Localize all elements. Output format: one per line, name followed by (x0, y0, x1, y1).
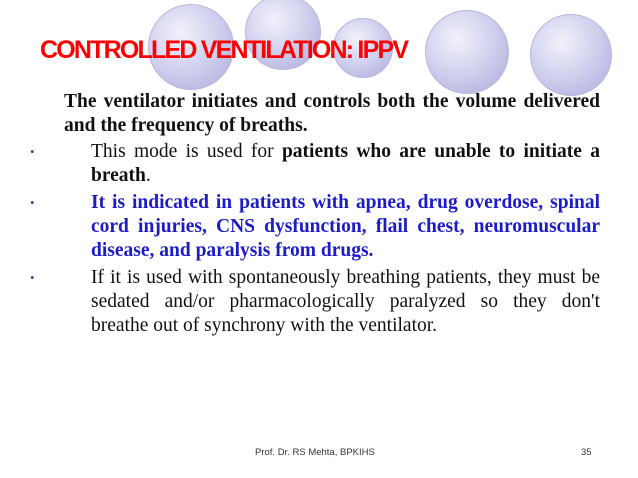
bullet-icon: • (30, 195, 35, 210)
decorative-circle (530, 14, 612, 96)
footer-author: Prof. Dr. RS Mehta, BPKIHS (255, 447, 375, 458)
bullet-list (30, 140, 600, 338)
bullet-text: This mode is used for (91, 141, 282, 162)
slide-title: CONTROLLED VENTILATION: IPPV (40, 36, 408, 64)
bullet-item (30, 191, 600, 263)
slide-body (30, 90, 600, 341)
bullet-text-highlighted: It is indicated in patients with apnea, drug overdose, spinal cord injuries, CNS dysfunction, flail chest, neuromuscular disease, and paralysis from drugs. (91, 192, 600, 261)
bullet-text-end: . (145, 165, 151, 186)
bullet-icon: • (30, 270, 35, 285)
bullet-emphasis: patients who are unable to initiate a breath (91, 141, 600, 186)
page-number: 35 (581, 447, 592, 458)
bullet-item (30, 266, 600, 338)
bullet-item (30, 140, 600, 188)
intro-paragraph: The ventilator initiates and controls both the volume delivered and the frequency of breaths. (64, 91, 600, 136)
bullet-icon: • (30, 144, 35, 159)
bullet-text: If it is used with spontaneously breathing patients, they must be sedated and/or pharmacologically paralyzed so they don't breathe out of synchrony with the ventilator. (91, 267, 600, 336)
decorative-circle (425, 10, 509, 94)
